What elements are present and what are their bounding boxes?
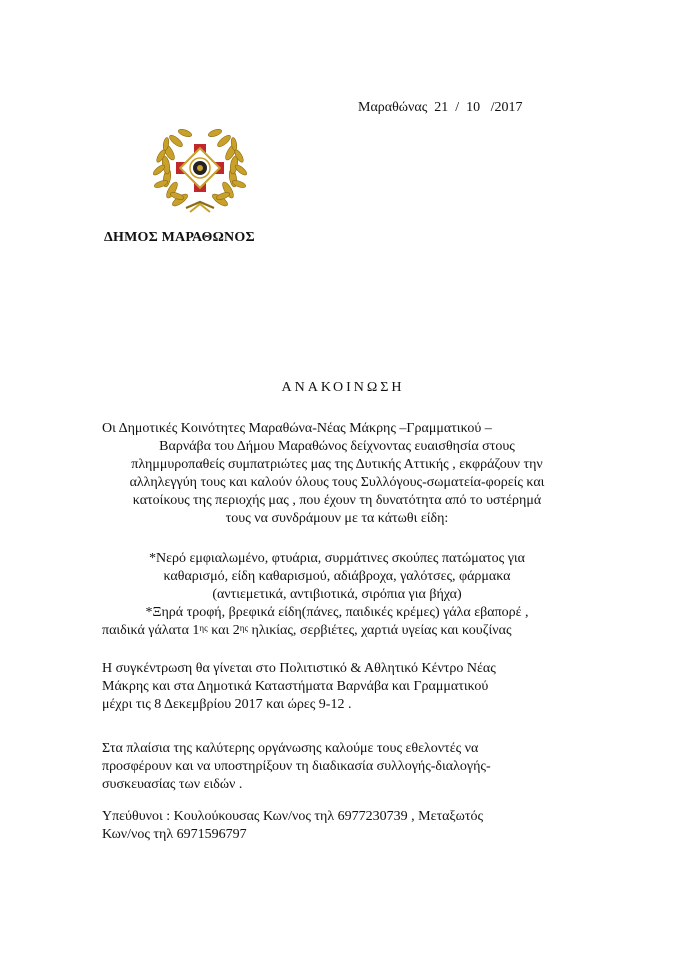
paragraph-line: Στα πλαίσια της καλύτερης οργάνωσης καλούμε τους εθελοντές να (102, 741, 479, 756)
paragraph-line: συσκευασίας των ειδών . (102, 777, 243, 792)
collection-paragraph (102, 660, 572, 714)
paragraph-line: Η συγκέντρωση θα γίνεται στο Πολιτιστικό & Αθλητικό Κέντρο Νέας (102, 661, 496, 676)
ordinal-suffix: ης (239, 623, 249, 633)
paragraph-line: καθαρισμό, είδη καθαρισμού, αδιάβροχα, γαλότσες, φάρμακα (163, 569, 511, 584)
municipal-crest-icon (150, 122, 250, 218)
paragraph-line: πλημμυροπαθείς συμπατριώτες μας της Δυτικής Αττικής , εκφράζουν την (131, 457, 543, 472)
paragraph-line: προσφέρουν και να υποστηρίξουν τη διαδικασία συλλογής-διαλογής- (102, 759, 491, 774)
municipality-name: ΔΗΜΟΣ ΜΑΡΑΘΩΝΟΣ (104, 230, 255, 245)
paragraph-line: *Ξηρά τροφή, βρεφικά είδη(πάνες, παιδικές κρέμες) γάλα εβαπορέ , (145, 605, 529, 620)
document-date: Μαραθώνας 21 / 10 /2017 (358, 100, 523, 115)
paragraph-line: Οι Δημοτικές Κοινότητες Μαραθώνα-Νέας Μάκρης –Γραμματικού – (102, 421, 492, 436)
items-text: ηλικίας, σερβιέτες, χαρτιά υγείας και κουζίνας (248, 623, 512, 638)
announcement-title: ΑΝΑΚΟΙΝΩΣΗ (281, 380, 405, 395)
paragraph-line: τους να συνδράμουν με τα κάτωθι είδη: (225, 511, 449, 526)
paragraph-line: Μάκρης και στα Δημοτικά Καταστήματα Βαρνάβα και Γραμματικού (102, 679, 489, 694)
paragraph-line: μέχρι τις 8 Δεκεμβρίου 2017 και ώρες 9-12 . (102, 697, 352, 712)
volunteers-paragraph (102, 740, 572, 794)
intro-paragraph (102, 420, 572, 528)
items-text: και 2 (207, 623, 240, 638)
paragraph-line: (αντιεμετικά, αντιβιοτικά, σιρόπια για βήχα) (212, 587, 462, 602)
paragraph-line (102, 622, 572, 640)
contacts-paragraph (102, 808, 572, 844)
paragraph-line: αλληλεγγύη τους και καλούν όλους τους Συλλόγους-σωματεία-φορείς και (129, 475, 545, 490)
paragraph-line: Βαρνάβα του Δήμου Μαραθώνος δείχνοντας ευαισθησία στους (159, 439, 515, 454)
paragraph-line: Υπεύθυνοι : Κουλούκουσας Κων/νος τηλ 6977230739 , Μεταξωτός (102, 809, 484, 824)
items-text: παιδικά γάλατα 1 (102, 623, 200, 638)
paragraph-line: *Νερό εμφιαλωμένο, φτυάρια, συρμάτινες σκούπες πατώματος για (148, 551, 526, 566)
ordinal-suffix: ης (199, 623, 208, 633)
paragraph-line: κατοίκους της περιοχής μας , που έχουν τη δυνατότητα από το υστέρημά (132, 493, 542, 508)
paragraph-line: Κων/νος τηλ 6971596797 (102, 827, 247, 842)
items-paragraph (102, 550, 572, 640)
